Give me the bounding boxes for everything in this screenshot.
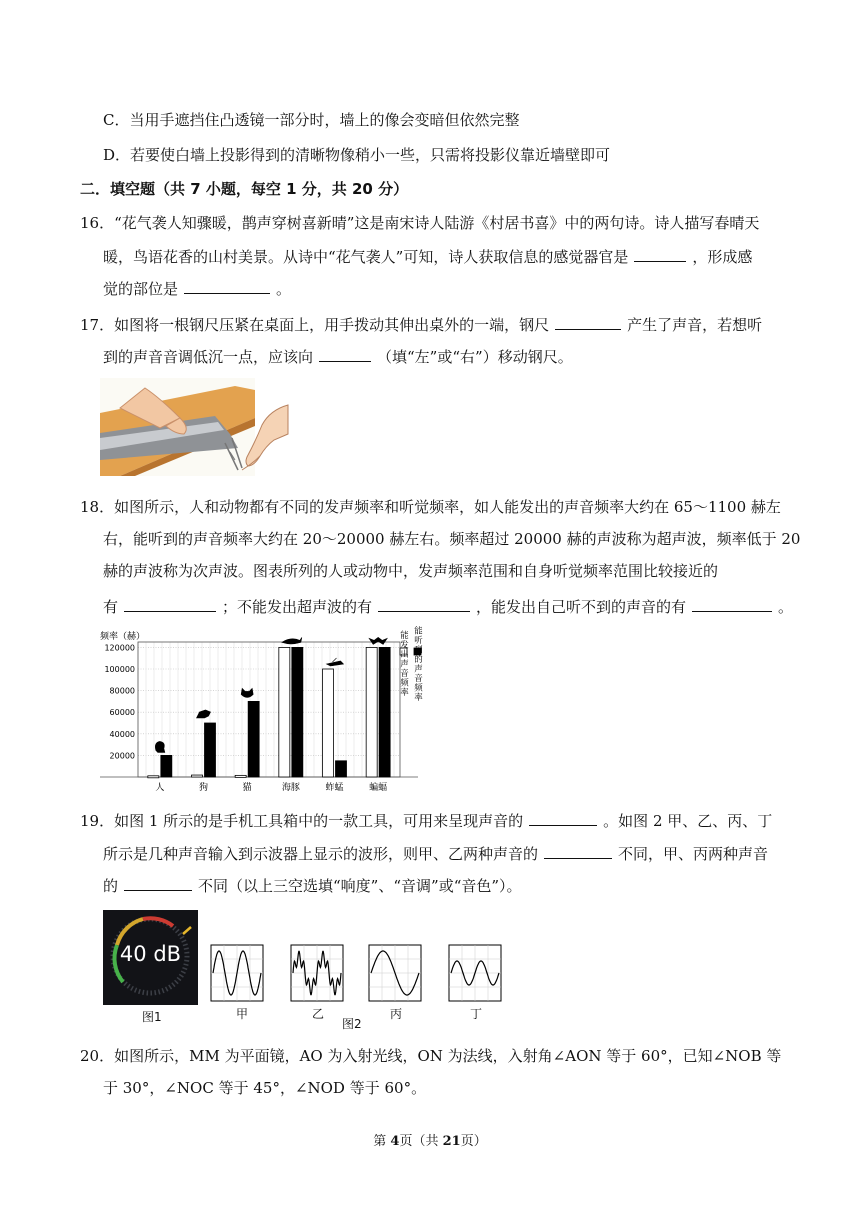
- q19-line1: 19．如图 1 所示的是手机工具箱中的一款工具，可用来呈现声音的 。如图 2 甲、乙、丙、丁: [80, 809, 772, 831]
- decibel-readout: 40 dB: [119, 942, 182, 966]
- q17-line1: 17．如图将一根钢尺压紧在桌面上，用手拨动其伸出桌外的一端，钢尺 产生了声音，若想听: [80, 313, 762, 335]
- y-tick-label: 20000: [109, 751, 135, 761]
- x-category-label: 蚱蜢: [325, 783, 344, 793]
- answer-blank[interactable]: [529, 809, 597, 826]
- bar-emit-frequency: [323, 669, 334, 777]
- bar-hear-frequency: [379, 647, 390, 777]
- dolphin-icon-shape: [282, 637, 302, 644]
- bar-hear-frequency: [205, 723, 216, 777]
- human-head-icon-shape: [155, 741, 165, 752]
- answer-blank[interactable]: [555, 313, 621, 330]
- bar-hear-frequency: [292, 647, 303, 777]
- answer-blank[interactable]: [634, 245, 686, 262]
- q20-line2: 于 30°，∠NOC 等于 45°，∠NOD 等于 60°。: [103, 1079, 427, 1097]
- answer-blank[interactable]: [124, 595, 216, 612]
- bar-emit-frequency: [279, 647, 290, 777]
- q18-line1: 18．如图所示，人和动物都有不同的发声频率和听觉频率，如人能发出的声音频率大约在 65～1100 赫左: [80, 498, 781, 516]
- x-category-label: 蝙蝠: [369, 783, 388, 793]
- q18-line3: 赫的声波称为次声波。图表所列的人或动物中，发声频率范围和自身听觉频率范围比较接近的: [103, 562, 719, 580]
- y-tick-label: 100000: [104, 665, 135, 674]
- wave-label-ding: 丁: [470, 1007, 483, 1021]
- grasshopper-icon: [327, 658, 344, 666]
- answer-blank[interactable]: [378, 595, 470, 612]
- y-tick-label: 80000: [109, 686, 135, 696]
- bar-hear-frequency: [336, 761, 347, 777]
- wave-label-bing: 丙: [390, 1007, 403, 1021]
- cat-icon: [241, 688, 253, 697]
- legend-label-emit: 能发出声音频率: [398, 630, 409, 698]
- wave-label-jia: 甲: [236, 1007, 249, 1021]
- q16-line3: 觉的部位是 。: [103, 277, 291, 299]
- q18-line4: 有 ；不能发出超声波的有 ，能发出自己听不到的声音的有 。: [103, 595, 793, 617]
- bar-hear-frequency: [248, 701, 259, 777]
- grasshopper-icon-shape: [327, 658, 344, 666]
- plot-frame: [138, 642, 400, 777]
- q17-line2: 到的声音音调低沉一点，应该向 （填“左”或“右”）移动钢尺。: [103, 345, 573, 367]
- y-tick-label: 120000: [104, 643, 135, 653]
- answer-blank[interactable]: [319, 345, 371, 362]
- answer-blank[interactable]: [544, 842, 612, 859]
- option-c: C．当用手遮挡住凸透镜一部分时，墙上的像会变暗但依然完整: [103, 111, 520, 129]
- page-footer: 第 4页（共 21页）: [373, 1134, 487, 1149]
- bar-hear-frequency: [161, 755, 172, 777]
- q19-line3: 的 不同（以上三空选填“响度”、“音调”或“音色”）。: [103, 874, 522, 896]
- x-category-label: 狗: [198, 783, 209, 793]
- y-axis-label: 频率（赫）: [100, 632, 146, 642]
- y-tick-label: 60000: [109, 708, 135, 718]
- x-category-label: 猫: [242, 783, 252, 793]
- bar-emit-frequency: [235, 775, 246, 777]
- q20-line1: 20．如图所示，MM 为平面镜，AO 为入射光线，ON 为法线，入射角∠AON 等于 60°，已知∠NOB 等: [80, 1047, 782, 1065]
- q16-line2: 暖，鸟语花香的山村美景。从诗中“花气袭人”可知，诗人获取信息的感觉器官是 ，形成感: [103, 245, 752, 267]
- human-head-icon: [155, 741, 165, 752]
- legend-label-hear: 能听到的声音频率: [412, 626, 423, 702]
- wave-label-yi: 乙: [312, 1007, 325, 1021]
- waveform-figures: [205, 943, 505, 1003]
- bar-emit-frequency: [148, 776, 159, 778]
- answer-blank[interactable]: [124, 874, 192, 891]
- y-tick-label: 40000: [109, 729, 135, 739]
- section-title: 二．填空题（共 7 小题，每空 1 分，共 20 分）: [80, 180, 409, 198]
- dog-icon-shape: [197, 710, 211, 718]
- answer-blank[interactable]: [692, 595, 772, 612]
- q19-line2: 所示是几种声音输入到示波器上显示的波形，则甲、乙两种声音的 不同，甲、丙两种声音: [103, 842, 768, 864]
- bar-emit-frequency: [366, 647, 377, 777]
- x-category-label: 海豚: [281, 783, 300, 793]
- answer-blank[interactable]: [184, 277, 270, 294]
- cat-icon-shape: [241, 688, 253, 697]
- figure-2-caption: 图2: [342, 1017, 362, 1031]
- x-category-label: 人: [155, 783, 165, 793]
- q18-line2: 右，能听到的声音频率大约在 20～20000 赫左右。频率超过 20000 赫的声波称为超声波，频率低于 20: [103, 530, 801, 548]
- bar-emit-frequency: [192, 775, 203, 777]
- q16-line1: 16．“花气袭人知骤暖，鹊声穿树喜新晴”这是南宋诗人陆游《村居书喜》中的两句诗。诗人描写春晴天: [80, 214, 760, 232]
- plucking-hand-figure: [230, 400, 288, 472]
- dolphin-icon: [282, 637, 302, 644]
- dog-icon: [197, 710, 211, 718]
- figure-1-caption: 图1: [142, 1010, 162, 1024]
- frequency-bar-chart: [100, 626, 423, 795]
- option-d: D．若要使白墙上投影得到的清晰物像稍小一些，只需将投影仪靠近墙壁即可: [103, 146, 611, 164]
